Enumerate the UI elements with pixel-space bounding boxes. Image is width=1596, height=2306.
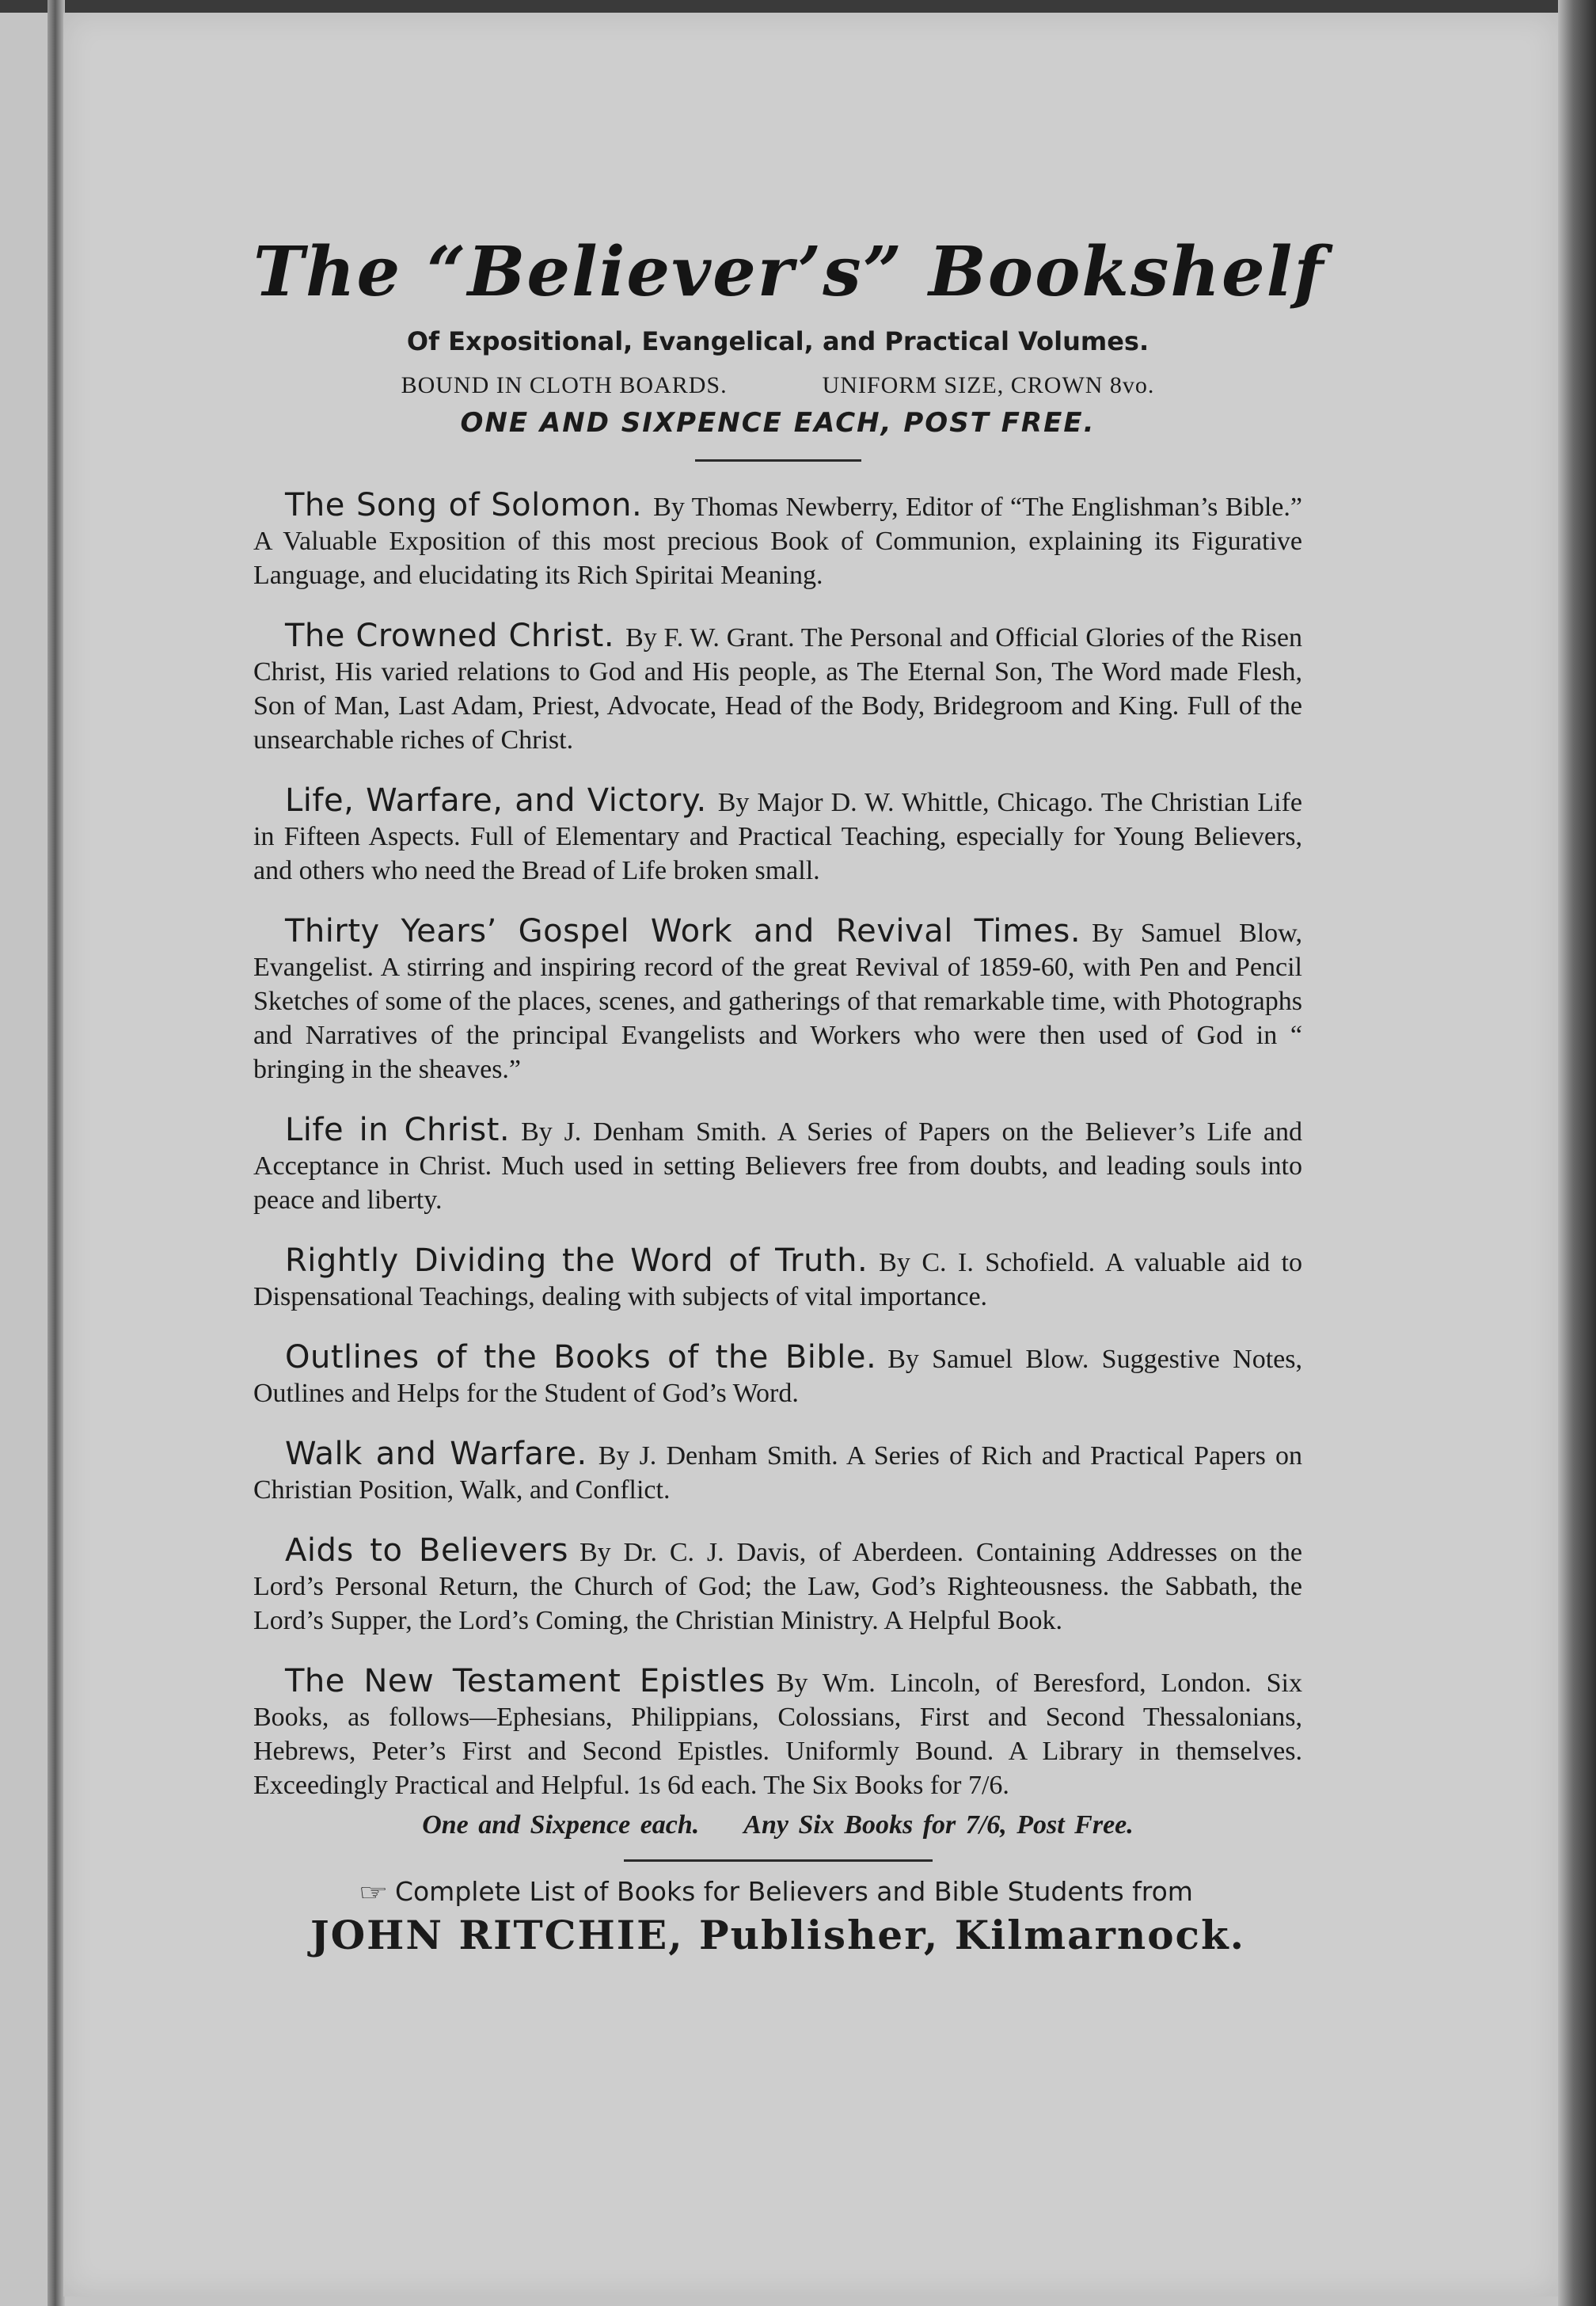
book-title: The New Testament Epistles [285, 1663, 766, 1699]
book-description: By Dr. C. J. Davis, of Aberdeen. Containing Addresses on the Lord’s Personal Return, the Church of God; the Law, God’s Righteousness. the Sabbath, the Lord’s Supper, the Lord’s Coming, the Christian Ministry. A Helpful Book. [253, 1538, 1302, 1635]
book-entry [253, 784, 1302, 888]
book-title: The Crowned Christ. [285, 618, 615, 654]
book-entry [253, 1113, 1302, 1217]
book-entry [253, 1534, 1302, 1638]
price-note-six: Any Six Books for 7/6, Post Free. [743, 1810, 1134, 1840]
book-description: By Samuel Blow, Evangelist. A stirring and inspiring record of the great Revival of 1859-60, with Pen and Pencil Sketches of some of the places, scenes, and gatherings of that remarkable time, with Photographs and Narratives of the principal Evangelists and Workers who were then used of God in “ bringing in the sheaves.” [253, 919, 1302, 1084]
book-description: By Samuel Blow. Suggestive Notes, Outlines and Helps for the Student of God’s Word. [253, 1345, 1302, 1408]
book-entry [253, 1244, 1302, 1314]
book-description: By Wm. Lincoln, of Beresford, London. Six Books, as follows—Ephesians, Philippians, Colossians, First and Second Thessalonians, Hebrews, Peter’s First and Second Epistles. Uniformly Bound. A Library in themselves. Exceedingly Practical and Helpful. 1s 6d each. The Six Books for 7/6. [253, 1669, 1303, 1800]
publisher-name: JOHN RITCHIE, Publisher, Kilmarnock. [310, 1912, 1246, 1958]
divider [624, 1859, 933, 1862]
book-title: Rightly Dividing the Word of Truth. [285, 1242, 868, 1279]
book-entry [253, 1437, 1302, 1507]
book-entry [253, 1341, 1302, 1410]
book-title: Outlines of the Books of the Bible. [285, 1339, 877, 1376]
book-entry [253, 489, 1302, 592]
price-note-each: One and Sixpence each. [422, 1810, 700, 1840]
book-entry [253, 1665, 1302, 1802]
book-title: Life, Warfare, and Victory. [285, 782, 707, 819]
advertisement [253, 230, 1325, 1958]
price-line: ONE AND SIXPENCE EACH, POST FREE. [460, 407, 1096, 439]
top-edge [0, 0, 1596, 13]
subtitle: Of Expositional, Evangelical, and Practical Volumes. [406, 326, 1150, 356]
book-title: Aids to Believers [285, 1532, 568, 1569]
book-title: Life in Christ. [285, 1112, 511, 1148]
pointing-hand-icon: ☞ [358, 1879, 389, 1907]
book-description: By F. W. Grant. The Personal and Official Glories of the Risen Christ, His varied relations to God and His people, as The Eternal Son, The Word made Flesh, Son of Man, Last Adam, Priest, Advocate, Head of the Body, Bridegroom and King. Full of the unsearchable riches of Christ. [253, 623, 1303, 755]
book-title: Walk and Warfare. [285, 1436, 587, 1472]
left-page-edge [48, 0, 65, 2306]
binding-text: BOUND IN CLOTH BOARDS. [401, 372, 728, 398]
binding-row [253, 372, 1302, 399]
complete-list-text: Complete List of Books for Believers and Bible Students from [394, 1876, 1193, 1907]
book-entry [253, 915, 1302, 1086]
book-description: By Thomas Newberry, Editor of “The Englishman’s Bible.” A Valuable Exposition of this most precious Book of Communion, explaining its Figurative Language, and elucidating its Rich Spiritai Meaning. [253, 493, 1302, 590]
book-title: Thirty Years’ Gospel Work and Revival Times. [285, 913, 1081, 949]
book-title: The Song of Solomon. [285, 487, 643, 523]
complete-list-line [253, 1876, 1302, 1907]
right-page-edge [1558, 0, 1596, 2306]
book-description: By J. Denham Smith. A Series of Papers on the Believer’s Life and Acceptance in Christ. Much used in setting Believers free from doubts, and leading souls into peace and liberty. [253, 1117, 1303, 1215]
book-description: By C. I. Schofield. A valuable aid to Dispensational Teachings, dealing with subjects of vital importance. [253, 1248, 1302, 1311]
book-description: By J. Denham Smith. A Series of Rich and Practical Papers on Christian Position, Walk, and Conflict. [253, 1441, 1302, 1505]
divider [695, 459, 861, 462]
price-note [253, 1810, 1302, 1840]
page-title: The “Believer’s” Bookshelf [253, 232, 1325, 312]
book-list [253, 489, 1302, 1802]
size-text: UNIFORM SIZE, CROWN 8vo. [822, 372, 1155, 398]
book-entry [253, 619, 1302, 757]
book-description: By Major D. W. Whittle, Chicago. The Christian Life in Fifteen Aspects. Full of Elementary and Practical Teaching, especially for Young Believers, and others who need the Bread of Life broken small. [253, 788, 1303, 885]
